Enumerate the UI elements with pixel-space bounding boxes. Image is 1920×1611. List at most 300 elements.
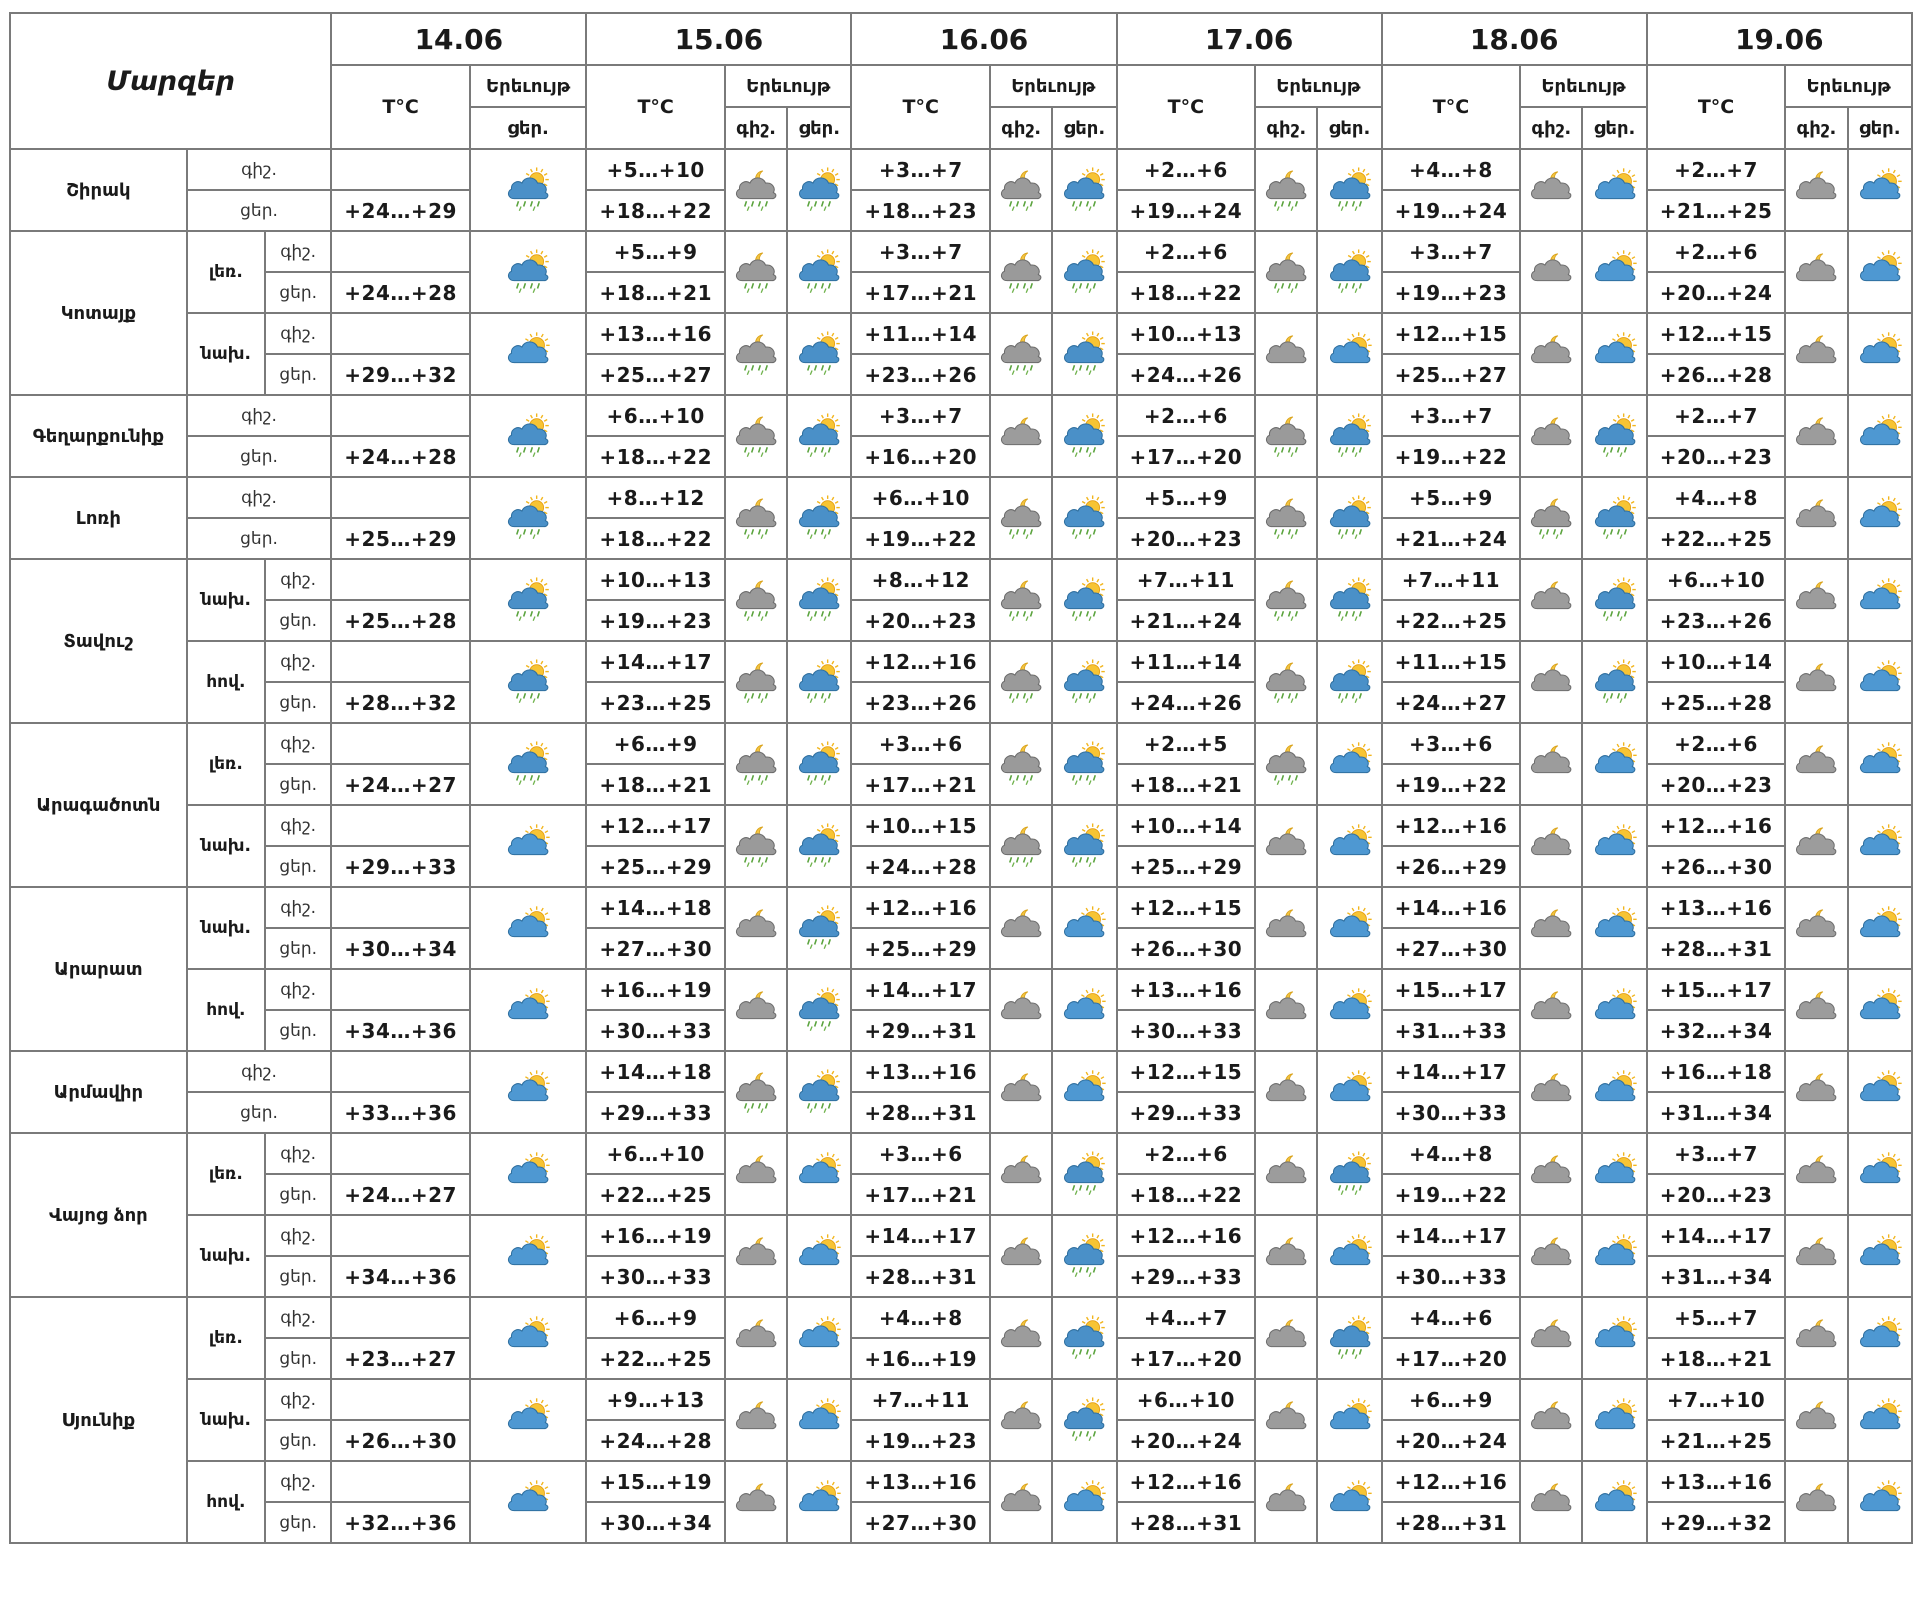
sun-cloud-icon: [1848, 969, 1912, 1051]
rain-sun-icon: [1582, 641, 1646, 723]
time-of-day-label: գիշ.: [265, 1461, 331, 1502]
sun-cloud-icon: [1317, 1461, 1381, 1543]
time-of-day-label: ցեր.: [187, 190, 332, 231]
cloud-moon-icon: [1785, 723, 1847, 805]
cloud-moon-icon: [1520, 231, 1582, 313]
sun-cloud-icon: [1052, 969, 1116, 1051]
temperature-value: +25…+28: [1647, 682, 1786, 723]
temperature-value: +19…+24: [1382, 190, 1521, 231]
temperature-value: +12…+16: [1117, 1215, 1256, 1256]
sun-cloud-icon: [1848, 887, 1912, 969]
cloud-moon-icon: [1785, 1051, 1847, 1133]
cloud-moon-rain-icon: [990, 723, 1052, 805]
temperature-value: +33…+36: [331, 1092, 470, 1133]
temperature-value: +5…+9: [1117, 477, 1256, 518]
cloud-moon-icon: [1520, 1215, 1582, 1297]
cloud-moon-icon: [1255, 1297, 1317, 1379]
rain-sun-icon: [1317, 395, 1381, 477]
phenomenon-header: Երեւույթ: [725, 65, 852, 107]
temperature-value: +13…+16: [1117, 969, 1256, 1010]
temperature-value: +23…+25: [586, 682, 725, 723]
temperature-value: +2…+6: [1117, 149, 1256, 190]
region-name: Վայոց ձոր: [10, 1133, 187, 1297]
temperature-value: +27…+30: [1382, 928, 1521, 969]
cloud-moon-icon: [990, 1051, 1052, 1133]
cloud-moon-icon: [1785, 1133, 1847, 1215]
temperature-value: +29…+32: [1647, 1502, 1786, 1543]
temperature-value: +15…+17: [1382, 969, 1521, 1010]
time-of-day-label: ցեր.: [265, 1010, 331, 1051]
temperature-value: +18…+23: [851, 190, 990, 231]
temperature-value: +29…+32: [331, 354, 470, 395]
temperature-value: +19…+22: [1382, 436, 1521, 477]
temperature-value: +21…+25: [1647, 1420, 1786, 1461]
empty-cell: [331, 805, 470, 846]
cloud-moon-rain-icon: [725, 395, 787, 477]
sun-cloud-icon: [1317, 313, 1381, 395]
temperature-value: +2…+7: [1647, 149, 1786, 190]
cloud-moon-icon: [1785, 395, 1847, 477]
cloud-moon-icon: [1785, 1379, 1847, 1461]
temperature-value: +11…+14: [1117, 641, 1256, 682]
sun-cloud-icon: [470, 969, 586, 1051]
time-of-day-label: գիշ.: [265, 1297, 331, 1338]
region-name: Տավուշ: [10, 559, 187, 723]
cloud-moon-rain-icon: [1255, 559, 1317, 641]
sun-cloud-icon: [1848, 149, 1912, 231]
temperature-value: +14…+17: [1382, 1051, 1521, 1092]
region-name: Լոռի: [10, 477, 187, 559]
cloud-moon-rain-icon: [1520, 477, 1582, 559]
temperature-value: +27…+30: [586, 928, 725, 969]
empty-cell: [331, 1297, 470, 1338]
temperature-header: T°C: [331, 65, 470, 149]
cloud-moon-rain-icon: [725, 723, 787, 805]
sun-cloud-icon: [1582, 1215, 1646, 1297]
temperature-value: +29…+31: [851, 1010, 990, 1051]
temperature-value: +19…+24: [1117, 190, 1256, 231]
cloud-moon-icon: [1255, 1461, 1317, 1543]
rain-sun-icon: [1052, 1297, 1116, 1379]
cloud-moon-icon: [990, 1133, 1052, 1215]
temperature-value: +25…+29: [586, 846, 725, 887]
cloud-moon-rain-icon: [1255, 149, 1317, 231]
date-header: 19.06: [1647, 13, 1912, 65]
rain-sun-icon: [1317, 1133, 1381, 1215]
temperature-value: +2…+6: [1647, 231, 1786, 272]
temperature-value: +7…+11: [1117, 559, 1256, 600]
temperature-value: +5…+7: [1647, 1297, 1786, 1338]
temperature-value: +10…+14: [1647, 641, 1786, 682]
temperature-value: +2…+6: [1647, 723, 1786, 764]
temperature-value: +2…+6: [1117, 1133, 1256, 1174]
empty-cell: [331, 641, 470, 682]
day-subheader: ցեր.: [1848, 107, 1912, 149]
temperature-value: +7…+10: [1647, 1379, 1786, 1420]
rain-sun-icon: [1317, 231, 1381, 313]
temperature-value: +21…+25: [1647, 190, 1786, 231]
temperature-value: +3…+7: [1382, 395, 1521, 436]
sun-cloud-icon: [1848, 477, 1912, 559]
sun-cloud-icon: [470, 1297, 586, 1379]
forecast-table-body: [10, 149, 1912, 1543]
region-name: Գեղարքունիք: [10, 395, 187, 477]
time-of-day-label: գիշ.: [265, 1215, 331, 1256]
temperature-value: +12…+16: [851, 641, 990, 682]
sun-cloud-icon: [1582, 723, 1646, 805]
cloud-moon-icon: [990, 969, 1052, 1051]
temperature-value: +28…+31: [1647, 928, 1786, 969]
cloud-moon-icon: [1520, 1051, 1582, 1133]
cloud-moon-icon: [1255, 1133, 1317, 1215]
table-row: [10, 641, 1912, 682]
cloud-moon-icon: [1520, 1297, 1582, 1379]
rain-sun-icon: [1582, 477, 1646, 559]
cloud-moon-icon: [1520, 313, 1582, 395]
temperature-value: +34…+36: [331, 1256, 470, 1297]
time-of-day-label: գիշ.: [187, 395, 332, 436]
temperature-value: +20…+24: [1382, 1420, 1521, 1461]
temperature-value: +16…+19: [586, 1215, 725, 1256]
temperature-value: +32…+36: [331, 1502, 470, 1543]
table-row: [10, 805, 1912, 846]
cloud-moon-rain-icon: [1255, 641, 1317, 723]
sun-cloud-icon: [1848, 313, 1912, 395]
sun-cloud-icon: [1317, 1379, 1381, 1461]
temperature-value: +17…+20: [1117, 436, 1256, 477]
rain-sun-icon: [470, 559, 586, 641]
sun-cloud-icon: [1582, 1051, 1646, 1133]
cloud-moon-icon: [725, 887, 787, 969]
cloud-moon-rain-icon: [725, 477, 787, 559]
time-of-day-label: ցեր.: [265, 600, 331, 641]
rain-sun-icon: [1052, 1133, 1116, 1215]
temperature-value: +17…+21: [851, 1174, 990, 1215]
temperature-value: +26…+30: [1647, 846, 1786, 887]
night-subheader: գիշ.: [725, 107, 787, 149]
rain-sun-icon: [1317, 641, 1381, 723]
temperature-value: +6…+10: [586, 1133, 725, 1174]
rain-sun-icon: [1052, 559, 1116, 641]
temperature-value: +30…+33: [586, 1256, 725, 1297]
cloud-moon-rain-icon: [990, 231, 1052, 313]
rain-sun-icon: [470, 231, 586, 313]
sun-cloud-icon: [1848, 1461, 1912, 1543]
cloud-moon-icon: [1785, 231, 1847, 313]
sun-cloud-icon: [470, 1215, 586, 1297]
sun-cloud-icon: [1582, 805, 1646, 887]
cloud-moon-rain-icon: [725, 641, 787, 723]
rain-sun-icon: [1052, 395, 1116, 477]
time-of-day-label: գիշ.: [265, 559, 331, 600]
temperature-value: +3…+7: [851, 231, 990, 272]
time-of-day-label: ցեր.: [265, 1174, 331, 1215]
region-name: Արագածոտն: [10, 723, 187, 887]
rain-sun-icon: [1052, 313, 1116, 395]
temperature-value: +27…+30: [851, 1502, 990, 1543]
temperature-value: +5…+9: [1382, 477, 1521, 518]
cloud-moon-icon: [1520, 149, 1582, 231]
rain-sun-icon: [1317, 1297, 1381, 1379]
time-of-day-label: ցեր.: [265, 354, 331, 395]
empty-cell: [331, 1215, 470, 1256]
temperature-value: +23…+26: [851, 682, 990, 723]
temperature-value: +20…+23: [1647, 436, 1786, 477]
empty-cell: [331, 723, 470, 764]
temperature-value: +25…+29: [1117, 846, 1256, 887]
temperature-value: +13…+16: [1647, 887, 1786, 928]
temperature-value: +29…+33: [331, 846, 470, 887]
temperature-value: +17…+20: [1117, 1338, 1256, 1379]
rain-sun-icon: [787, 149, 851, 231]
temperature-value: +24…+26: [1117, 354, 1256, 395]
sun-cloud-icon: [787, 1461, 851, 1543]
rain-sun-icon: [787, 559, 851, 641]
night-subheader: գիշ.: [990, 107, 1052, 149]
time-of-day-label: ցեր.: [265, 1338, 331, 1379]
sun-cloud-icon: [787, 1215, 851, 1297]
cloud-moon-icon: [990, 1297, 1052, 1379]
cloud-moon-icon: [1520, 395, 1582, 477]
day-subheader: ցեր.: [1052, 107, 1116, 149]
temperature-value: +15…+17: [1647, 969, 1786, 1010]
temperature-value: +18…+21: [1117, 764, 1256, 805]
night-subheader: գիշ.: [1255, 107, 1317, 149]
sun-cloud-icon: [1317, 723, 1381, 805]
rain-sun-icon: [787, 395, 851, 477]
temperature-value: +31…+33: [1382, 1010, 1521, 1051]
temperature-value: +29…+33: [1117, 1092, 1256, 1133]
temperature-value: +20…+24: [1117, 1420, 1256, 1461]
temperature-value: +8…+12: [586, 477, 725, 518]
temperature-value: +26…+28: [1647, 354, 1786, 395]
time-of-day-label: գիշ.: [265, 969, 331, 1010]
forecast-table: [9, 12, 1913, 1544]
table-row: [10, 1297, 1912, 1338]
cloud-moon-icon: [1520, 1379, 1582, 1461]
temperature-value: +19…+23: [586, 600, 725, 641]
table-row: [10, 1215, 1912, 1256]
rain-sun-icon: [1317, 559, 1381, 641]
temperature-value: +3…+6: [1382, 723, 1521, 764]
day-subheader: ցեր.: [1582, 107, 1646, 149]
temperature-value: +24…+28: [586, 1420, 725, 1461]
sun-cloud-icon: [1052, 1461, 1116, 1543]
rain-sun-icon: [1052, 1379, 1116, 1461]
temperature-header: T°C: [1117, 65, 1256, 149]
temperature-value: +13…+16: [586, 313, 725, 354]
sun-cloud-icon: [1848, 805, 1912, 887]
temperature-value: +24…+27: [331, 764, 470, 805]
cloud-moon-rain-icon: [725, 231, 787, 313]
temperature-value: +2…+6: [1117, 395, 1256, 436]
temperature-value: +29…+33: [586, 1092, 725, 1133]
night-subheader: գիշ.: [1785, 107, 1847, 149]
time-of-day-label: ցեր.: [265, 1420, 331, 1461]
table-row: [10, 969, 1912, 1010]
time-of-day-label: գիշ.: [265, 641, 331, 682]
table-row: [10, 1051, 1912, 1092]
temperature-value: +23…+26: [1647, 600, 1786, 641]
cloud-moon-icon: [1255, 1379, 1317, 1461]
rain-sun-icon: [787, 231, 851, 313]
cloud-moon-icon: [990, 1379, 1052, 1461]
time-of-day-label: գիշ.: [265, 1133, 331, 1174]
sun-cloud-icon: [1582, 887, 1646, 969]
temperature-value: +17…+21: [851, 272, 990, 313]
temperature-value: +7…+11: [851, 1379, 990, 1420]
cloud-moon-icon: [725, 1461, 787, 1543]
temperature-value: +20…+24: [1647, 272, 1786, 313]
temperature-value: +20…+23: [1647, 1174, 1786, 1215]
temperature-value: +18…+22: [586, 518, 725, 559]
temperature-value: +30…+34: [586, 1502, 725, 1543]
region-name: Շիրակ: [10, 149, 187, 231]
table-row: [10, 723, 1912, 764]
rain-sun-icon: [787, 887, 851, 969]
phenomenon-header: Երեւույթ: [1785, 65, 1912, 107]
table-row: [10, 1379, 1912, 1420]
temperature-value: +12…+15: [1647, 313, 1786, 354]
temperature-value: +19…+22: [851, 518, 990, 559]
temperature-header: T°C: [586, 65, 725, 149]
temperature-value: +29…+33: [1117, 1256, 1256, 1297]
subregion-label: նախ.: [187, 1379, 265, 1461]
cloud-moon-icon: [1520, 805, 1582, 887]
empty-cell: [331, 477, 470, 518]
rain-sun-icon: [470, 723, 586, 805]
day-subheader: ցեր.: [787, 107, 851, 149]
rain-sun-icon: [1052, 723, 1116, 805]
subregion-label: հով.: [187, 1461, 265, 1543]
rain-sun-icon: [787, 1051, 851, 1133]
cloud-moon-icon: [1785, 313, 1847, 395]
temperature-value: +14…+18: [586, 1051, 725, 1092]
temperature-value: +28…+31: [1117, 1502, 1256, 1543]
temperature-value: +19…+23: [851, 1420, 990, 1461]
temperature-value: +12…+16: [1382, 805, 1521, 846]
phenomenon-header: Երեւույթ: [990, 65, 1117, 107]
sun-cloud-icon: [470, 887, 586, 969]
temperature-value: +14…+18: [586, 887, 725, 928]
cloud-moon-rain-icon: [725, 559, 787, 641]
cloud-moon-rain-icon: [990, 559, 1052, 641]
subregion-label: հով.: [187, 969, 265, 1051]
cloud-moon-icon: [1255, 1215, 1317, 1297]
night-subheader: գիշ.: [1520, 107, 1582, 149]
rain-sun-icon: [787, 313, 851, 395]
sun-cloud-icon: [1317, 1051, 1381, 1133]
subregion-label: նախ.: [187, 805, 265, 887]
temperature-value: +4…+6: [1382, 1297, 1521, 1338]
temperature-value: +15…+19: [586, 1461, 725, 1502]
temperature-value: +14…+17: [586, 641, 725, 682]
date-header: 18.06: [1382, 13, 1647, 65]
temperature-value: +17…+21: [851, 764, 990, 805]
temperature-value: +6…+10: [1647, 559, 1786, 600]
temperature-value: +12…+16: [1117, 1461, 1256, 1502]
cloud-moon-icon: [1255, 1051, 1317, 1133]
rain-sun-icon: [470, 477, 586, 559]
sun-cloud-icon: [1317, 887, 1381, 969]
cloud-moon-icon: [725, 1215, 787, 1297]
temperature-value: +28…+31: [1382, 1502, 1521, 1543]
time-of-day-label: ցեր.: [265, 764, 331, 805]
rain-sun-icon: [1052, 641, 1116, 723]
cloud-moon-icon: [1255, 969, 1317, 1051]
temperature-value: +10…+14: [1117, 805, 1256, 846]
subregion-label: նախ.: [187, 887, 265, 969]
temperature-value: +10…+13: [1117, 313, 1256, 354]
temperature-value: +14…+17: [851, 1215, 990, 1256]
time-of-day-label: ցեր.: [265, 928, 331, 969]
temperature-value: +3…+7: [851, 149, 990, 190]
temperature-value: +20…+23: [1647, 764, 1786, 805]
time-of-day-label: գիշ.: [265, 313, 331, 354]
temperature-header: T°C: [1382, 65, 1521, 149]
sun-cloud-icon: [1317, 805, 1381, 887]
sun-cloud-icon: [787, 1379, 851, 1461]
temperature-value: +25…+27: [586, 354, 725, 395]
temperature-value: +12…+15: [1117, 1051, 1256, 1092]
temperature-value: +19…+22: [1382, 764, 1521, 805]
region-name: Արմավիր: [10, 1051, 187, 1133]
temperature-value: +10…+15: [851, 805, 990, 846]
date-header: 17.06: [1117, 13, 1382, 65]
empty-cell: [331, 887, 470, 928]
sun-cloud-icon: [1848, 723, 1912, 805]
temperature-header: T°C: [851, 65, 990, 149]
rain-sun-icon: [1317, 149, 1381, 231]
empty-cell: [331, 1379, 470, 1420]
rain-sun-icon: [1582, 559, 1646, 641]
temperature-value: +26…+30: [331, 1420, 470, 1461]
sun-cloud-icon: [1582, 1297, 1646, 1379]
temperature-value: +4…+8: [1382, 1133, 1521, 1174]
cloud-moon-rain-icon: [725, 149, 787, 231]
sun-cloud-icon: [1582, 149, 1646, 231]
rain-sun-icon: [470, 149, 586, 231]
time-of-day-label: ցեր.: [187, 1092, 332, 1133]
temperature-value: +17…+20: [1382, 1338, 1521, 1379]
temperature-value: +23…+27: [331, 1338, 470, 1379]
cloud-moon-icon: [725, 1133, 787, 1215]
cloud-moon-icon: [1785, 887, 1847, 969]
phenomenon-header: Երեւույթ: [1255, 65, 1382, 107]
subregion-label: լեռ.: [187, 231, 265, 313]
temperature-value: +3…+7: [1382, 231, 1521, 272]
sun-cloud-icon: [470, 1461, 586, 1543]
empty-cell: [331, 969, 470, 1010]
sun-cloud-icon: [1848, 559, 1912, 641]
table-row: [10, 887, 1912, 928]
temperature-value: +13…+16: [851, 1461, 990, 1502]
temperature-value: +22…+25: [586, 1338, 725, 1379]
cloud-moon-rain-icon: [990, 477, 1052, 559]
temperature-value: +22…+25: [1382, 600, 1521, 641]
sun-cloud-icon: [470, 313, 586, 395]
cloud-moon-icon: [1520, 1133, 1582, 1215]
cloud-moon-icon: [1255, 805, 1317, 887]
cloud-moon-icon: [1520, 641, 1582, 723]
rain-sun-icon: [787, 641, 851, 723]
temperature-value: +24…+27: [331, 1174, 470, 1215]
cloud-moon-rain-icon: [725, 1051, 787, 1133]
empty-cell: [331, 1461, 470, 1502]
temperature-value: +5…+10: [586, 149, 725, 190]
subregion-label: նախ.: [187, 559, 265, 641]
temperature-value: +20…+23: [1117, 518, 1256, 559]
